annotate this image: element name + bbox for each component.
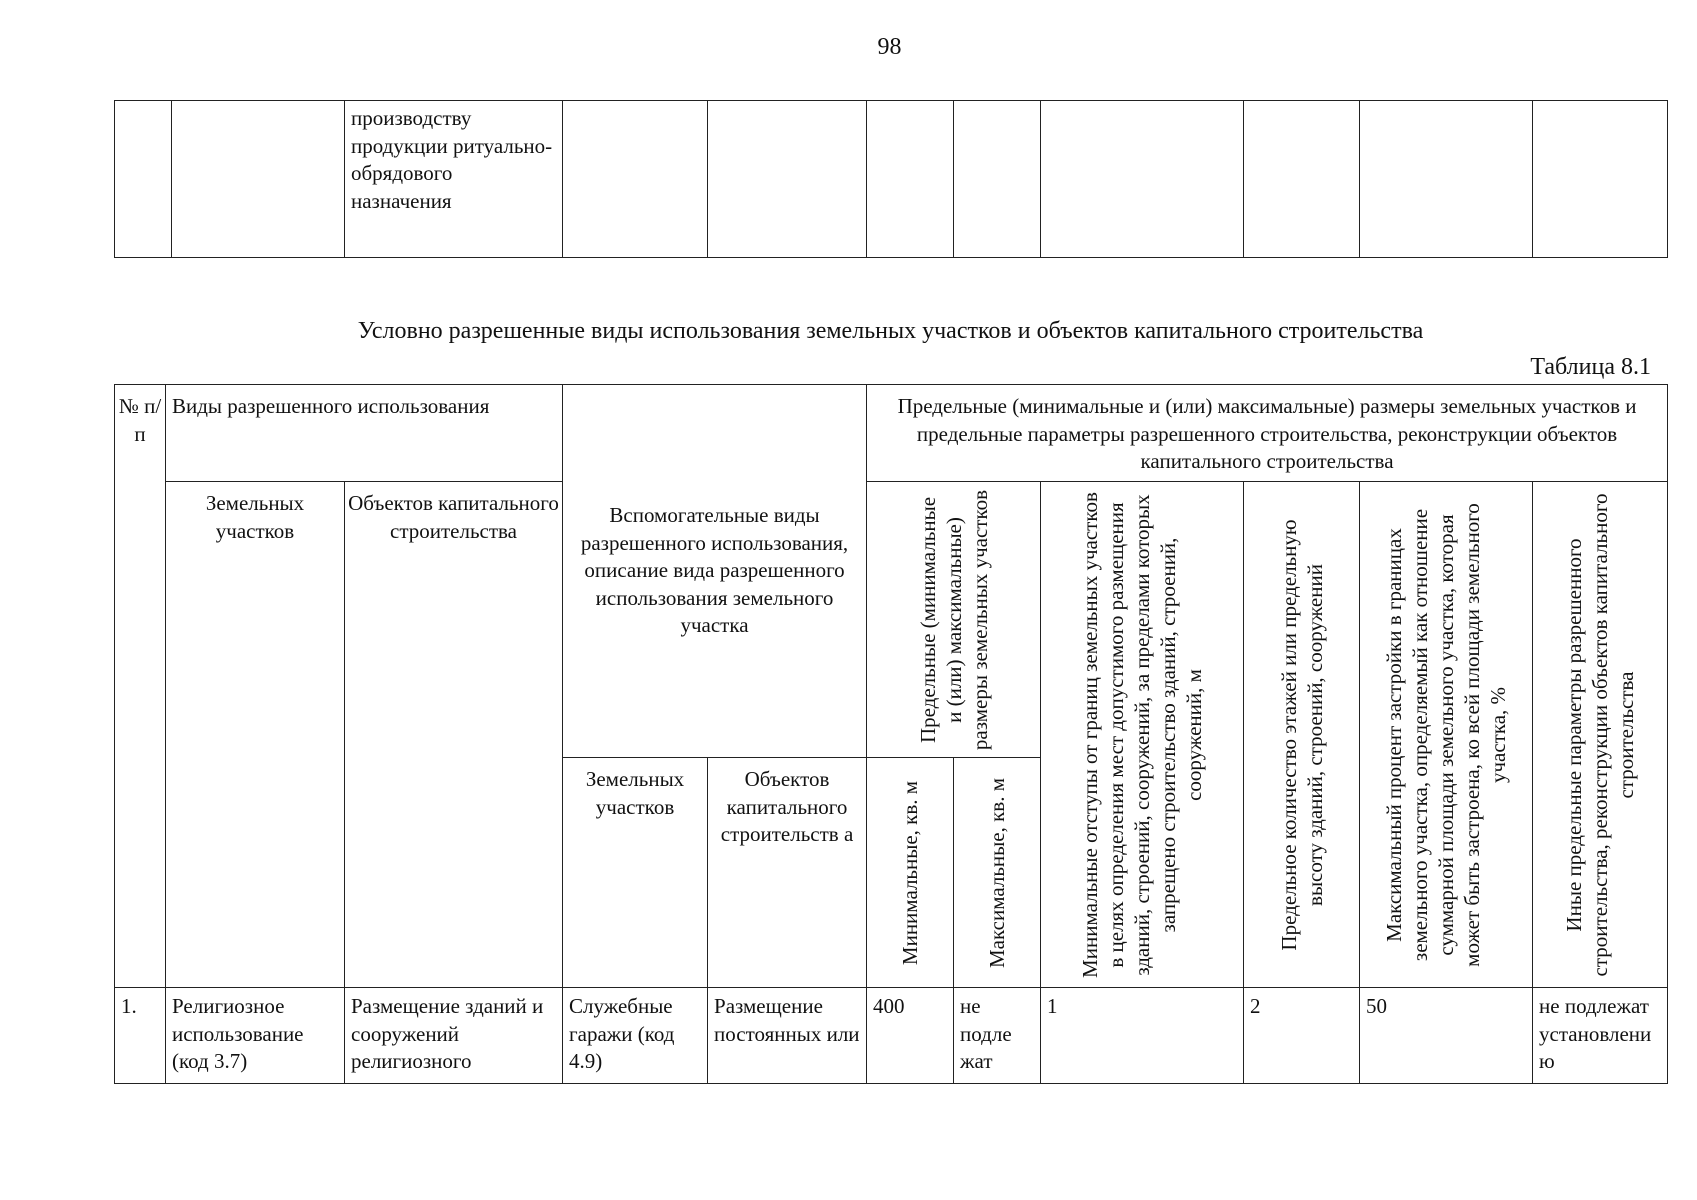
header-aux-land: Земельных участков — [563, 758, 708, 988]
section-title: Условно разрешенные виды использования земельных участков и объектов капитального строительства — [357, 318, 1424, 344]
header-limit-sizes — [867, 482, 1041, 758]
row-aux-land: Служебные гаражи (код 4.9) — [563, 988, 708, 1084]
header-coverage — [1360, 482, 1533, 988]
cont-cell-empty — [708, 101, 867, 258]
row-min-area: 400 — [867, 988, 954, 1084]
continuation-table — [114, 100, 1668, 258]
cont-cell-empty — [172, 101, 345, 258]
row-max-area: не подле жат — [954, 988, 1041, 1084]
row-aux-objects: Размещение постоянных или — [708, 988, 867, 1084]
header-permitted-uses: Виды разрешенного использования — [166, 385, 563, 482]
header-floors — [1244, 482, 1360, 988]
cont-cell-empty — [1360, 101, 1533, 258]
header-min-area-text: Минимальные, кв. м — [898, 780, 923, 965]
cont-cell-empty — [954, 101, 1041, 258]
row-object-use: Размещение зданий и сооружений религиозного — [345, 988, 563, 1084]
header-max-area-text: Максимальные, кв. м — [985, 777, 1010, 968]
row-setback: 1 — [1041, 988, 1244, 1084]
cont-cell-empty — [1244, 101, 1360, 258]
row-other: не подлежат установлени ю — [1533, 988, 1668, 1084]
cont-cell-empty — [563, 101, 708, 258]
header-other-text: Иные предельные параметры разрешенного строительства, реконструкции объектов капитального строительства — [1562, 493, 1639, 976]
table-row — [115, 988, 1668, 1084]
continuation-cell-text: производству продукции ритуально-обрядового назначения — [345, 101, 563, 258]
header-other — [1533, 482, 1668, 988]
header-limits: Предельные (минимальные и (или) максимальные) размеры земельных участков и предельные параметры разрешенного строительства, реконструкции объектов капитального строительства — [867, 385, 1668, 482]
cont-cell-empty — [115, 101, 172, 258]
header-land-plots: Земельных участков — [166, 482, 345, 988]
header-setbacks-text: Минимальные отступы от границ земельных участков в целях определения мест допустимого размещения зданий, строений, сооружений, за пределами которых запрещено строительство зданий, строений, сооружений, м — [1078, 491, 1207, 978]
cont-cell-empty — [1041, 101, 1244, 258]
page-number: 98 — [877, 34, 902, 60]
row-land-use: Религиозное использование (код 3.7) — [166, 988, 345, 1084]
header-num: № п/п — [115, 385, 166, 988]
cont-cell-empty — [1533, 101, 1668, 258]
header-capital-objects: Объектов капитального строительства — [345, 482, 563, 988]
cont-cell-empty — [867, 101, 954, 258]
header-aux-objects: Объектов капитального строительств а — [708, 758, 867, 988]
row-floors: 2 — [1244, 988, 1360, 1084]
header-floors-text: Предельное количество этажей или предельную высоту зданий, строений, сооружений — [1276, 518, 1327, 951]
row-num: 1. — [115, 988, 166, 1084]
permitted-uses-table — [114, 384, 1668, 1084]
header-setbacks — [1041, 482, 1244, 988]
row-coverage: 50 — [1360, 988, 1533, 1084]
header-min-area — [867, 758, 954, 988]
table-label: Таблица 8.1 — [1530, 354, 1651, 380]
header-max-area — [954, 758, 1041, 988]
header-limit-sizes-text: Предельные (минимальные и (или) максимальные) размеры земельных участков — [915, 489, 992, 750]
header-coverage-text: Максимальный процент застройки в границах земельного участка, определяемый как отношение суммарной площади земельного участка, которая может быть застроена, ко всей площади земельного участка, % — [1382, 502, 1511, 967]
header-auxiliary: Вспомогательные виды разрешенного использования, описание вида разрешенного использования земельного участка — [563, 385, 867, 758]
